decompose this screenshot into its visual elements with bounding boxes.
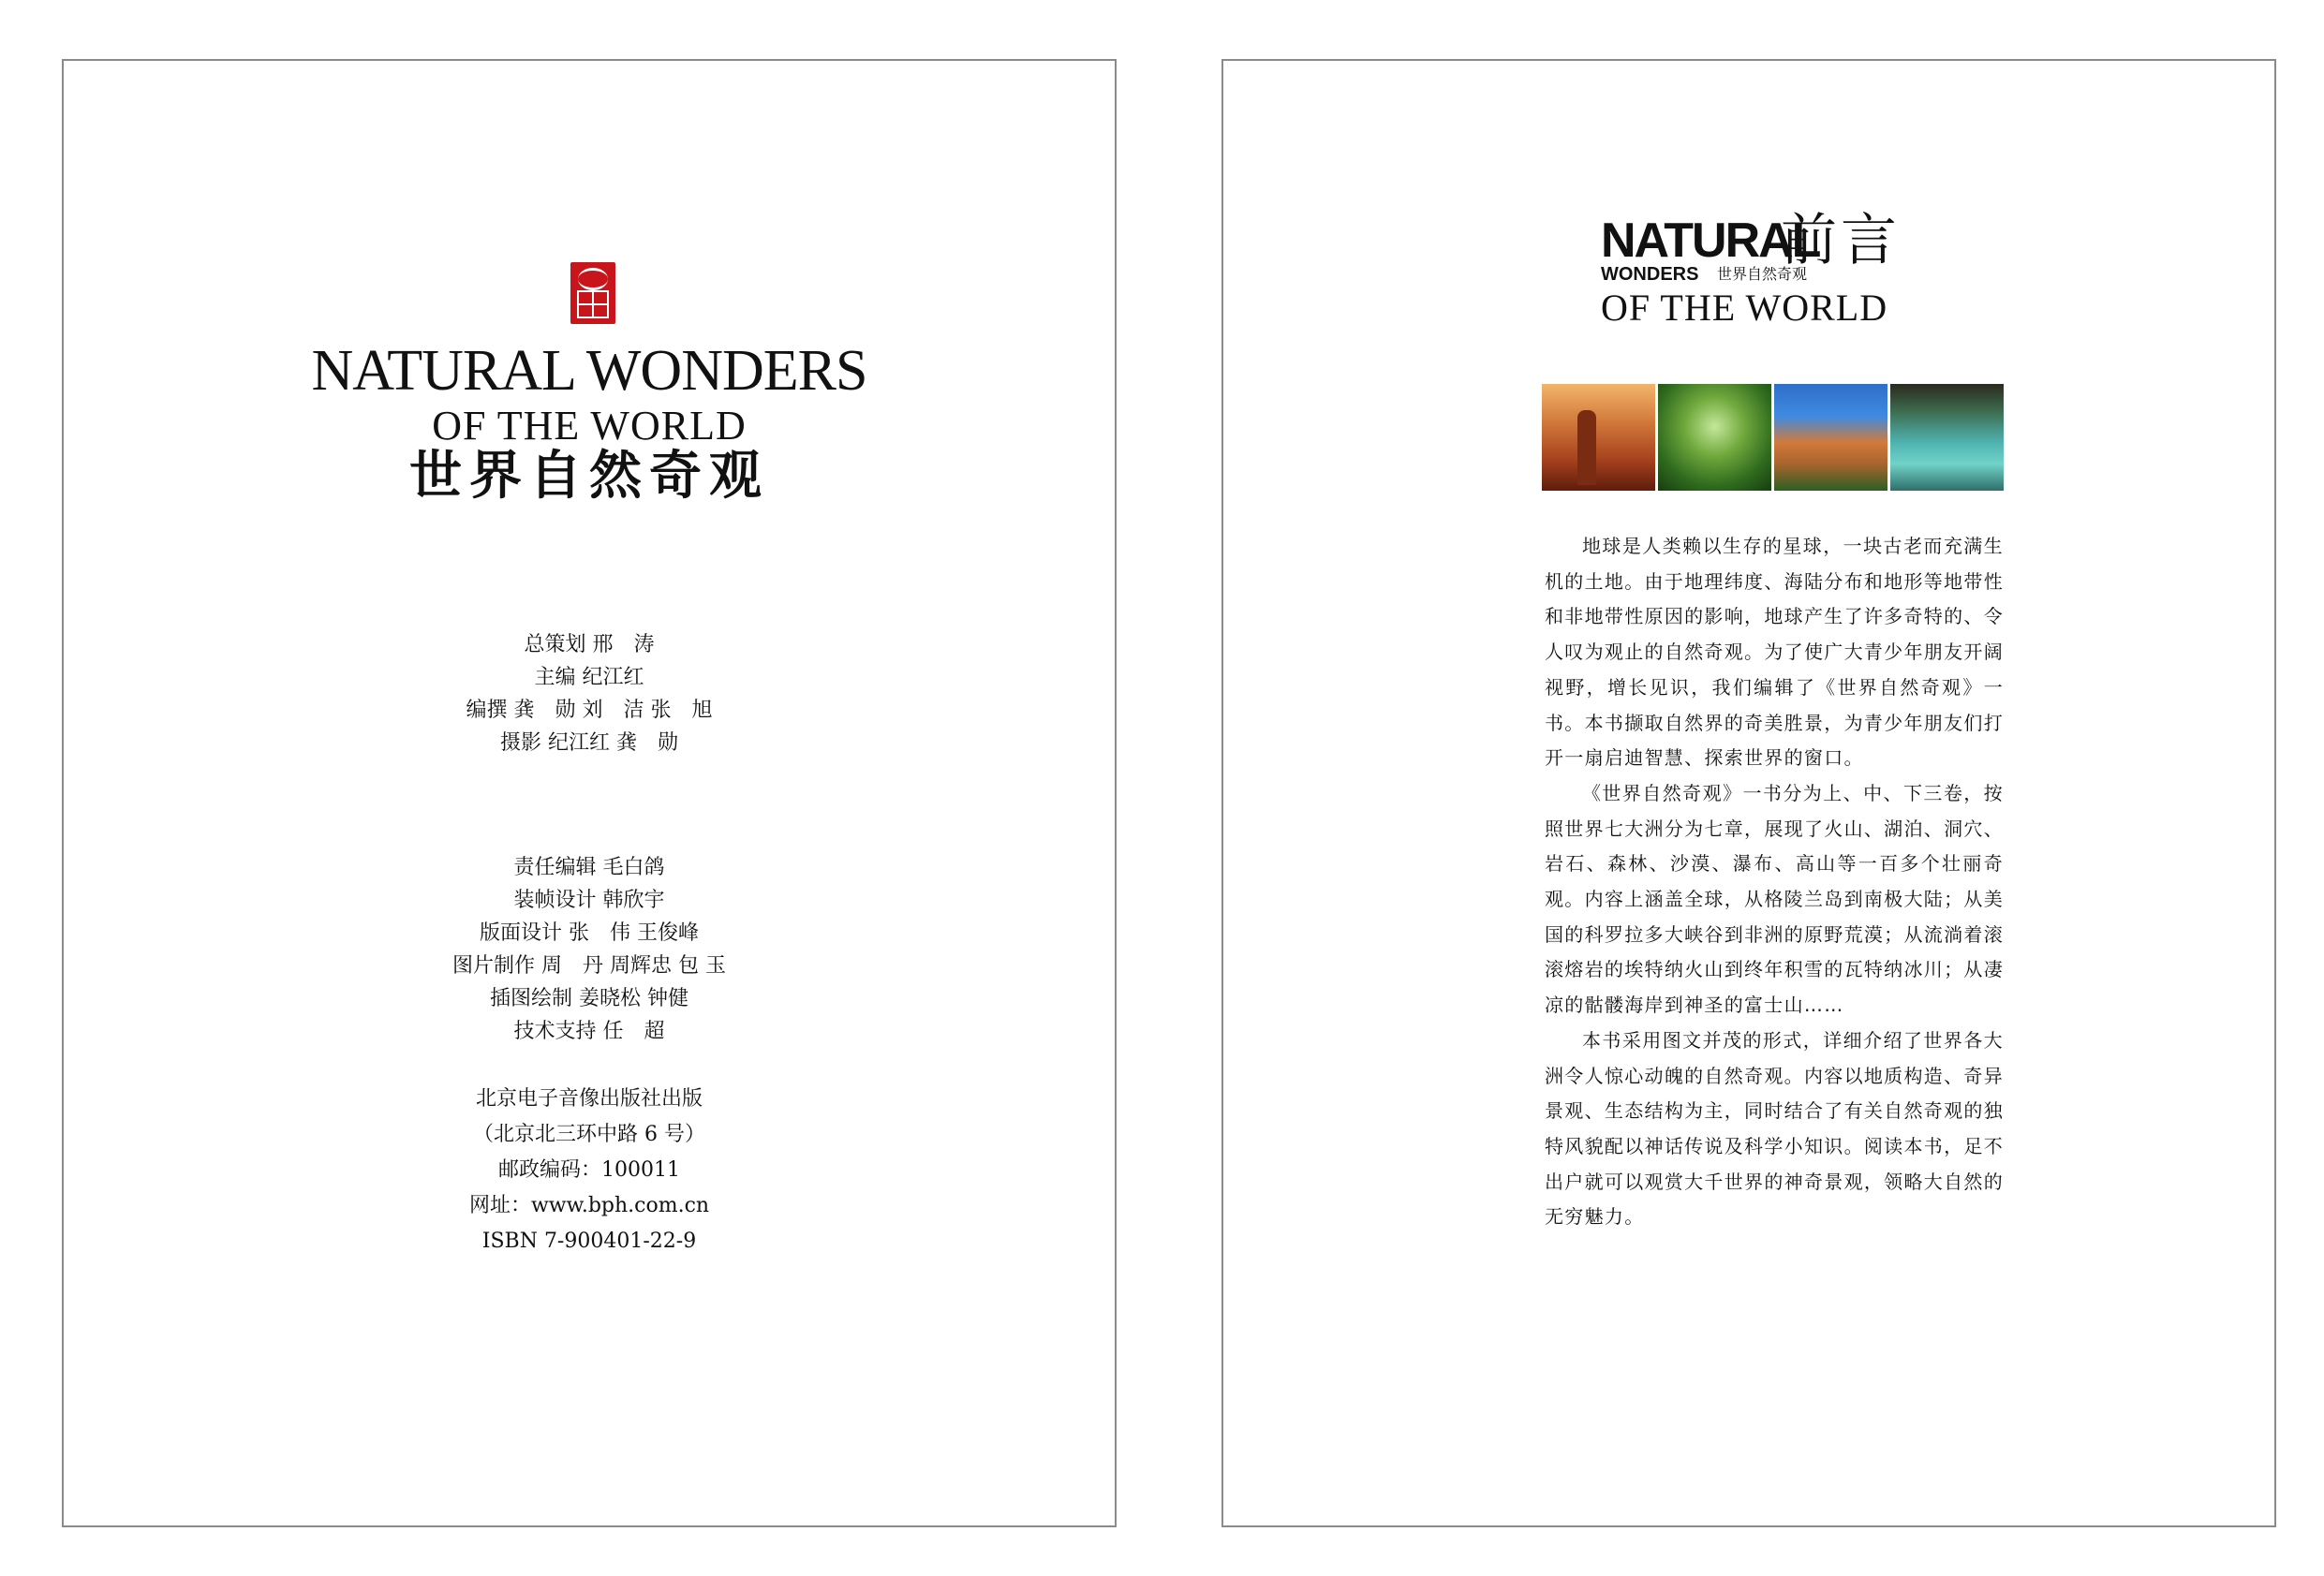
preface-text: [1545, 529, 2004, 1235]
credit-line: 编撰 龚 勋 刘 洁 张 旭: [466, 699, 713, 722]
logo-wonders-text: WONDERS: [1601, 264, 1699, 285]
publisher-info: [64, 1082, 1115, 1259]
publisher-name: 北京电子音像出版社出版: [475, 1087, 703, 1111]
forest-photo: [1658, 384, 1771, 491]
photo-strip: [1542, 384, 2005, 491]
credit-line: 技术支持 任 超: [513, 1020, 665, 1043]
credit-line: 版面设计 张 伟 王俊峰: [480, 921, 699, 945]
logo-world-text: OF THE WORLD: [1601, 287, 1888, 329]
book-title-en-line2: OF THE WORLD: [432, 403, 747, 449]
credit-line: 插图绘制 姜晓松 钟健: [490, 987, 688, 1010]
book-title-en-line1: NATURAL WONDERS: [311, 339, 867, 403]
logo-cn-text: 世界自然奇观: [1717, 265, 1808, 283]
credit-line: 主编 纪江红: [534, 666, 644, 689]
preface-paragraph: 地球是人类赖以生存的星球，一块古老而充满生机的土地。由于地理纬度、海陆分布和地形等地带性和非地带性原因的影响，地球产生了许多奇特的、令人叹为观止的自然奇观。为了使广大青少年朋友开阔视野，增长见识，我们编辑了《世界自然奇观》一书。本书撷取自然界的奇美胜景，为青少年朋友们打开一扇启迪智慧、探索世界的窗口。: [1545, 535, 2004, 770]
credit-line: 装帧设计 韩欣宇: [513, 889, 665, 912]
credit-line: 图片制作 周 丹 周辉忠 包 玉: [452, 954, 726, 978]
copyright-page: [62, 59, 1117, 1527]
editorial-credits: [64, 851, 1115, 1048]
credit-line: 责任编辑 毛白鸽: [513, 856, 665, 879]
preface-heading: 前言: [1781, 208, 1901, 273]
preface-paragraph: 本书采用图文并茂的形式，详细介绍了世界各大洲令人惊心动魄的自然奇观。内容以地质构造、奇异景观、生态结构为主，同时结合了有关自然奇观的独特风貌配以神话传说及科学小知识。阅读本书，足不出户就可以观赏大千世界的神奇景观，领略大自然的无穷魅力。: [1545, 1028, 2004, 1229]
logo-natural-text: NATURAL: [1601, 214, 1820, 268]
canyon-photo: [1542, 384, 1655, 491]
lake-photo: [1890, 384, 2004, 491]
preface-paragraph: 《世界自然奇观》一书分为上、中、下三卷，按照世界七大洲分为七章，展现了火山、湖泊、洞穴、岩石、森林、沙漠、瀑布、高山等一百多个壮丽奇观。内容上涵盖全球，从格陵兰岛到南极大陆；从美国的科罗拉多大峡谷到非洲的原野荒漠；从流淌着滚滚熔岩的埃特纳火山到终年积雪的瓦特纳冰川；从凄凉的骷髅海岸到神圣的富士山……: [1545, 781, 2004, 1017]
publisher-seal-icon: [570, 262, 615, 324]
preface-page: [1221, 59, 2276, 1527]
isbn: ISBN 7-900401-22-9: [481, 1230, 697, 1253]
series-logo: [1601, 208, 1976, 338]
postal-code: 邮政编码：100011: [498, 1158, 680, 1182]
credit-line: 总策划 邢 涛: [524, 633, 655, 656]
coast-photo: [1774, 384, 1887, 491]
credit-line: 摄影 纪江红 龚 勋: [500, 731, 678, 755]
publisher-address: （北京北三环中路 6 号）: [473, 1123, 705, 1146]
authors-credits: [64, 628, 1115, 759]
website: 网址：www.bph.com.cn: [468, 1194, 710, 1217]
book-title-cn: 世界自然奇观: [409, 446, 769, 507]
